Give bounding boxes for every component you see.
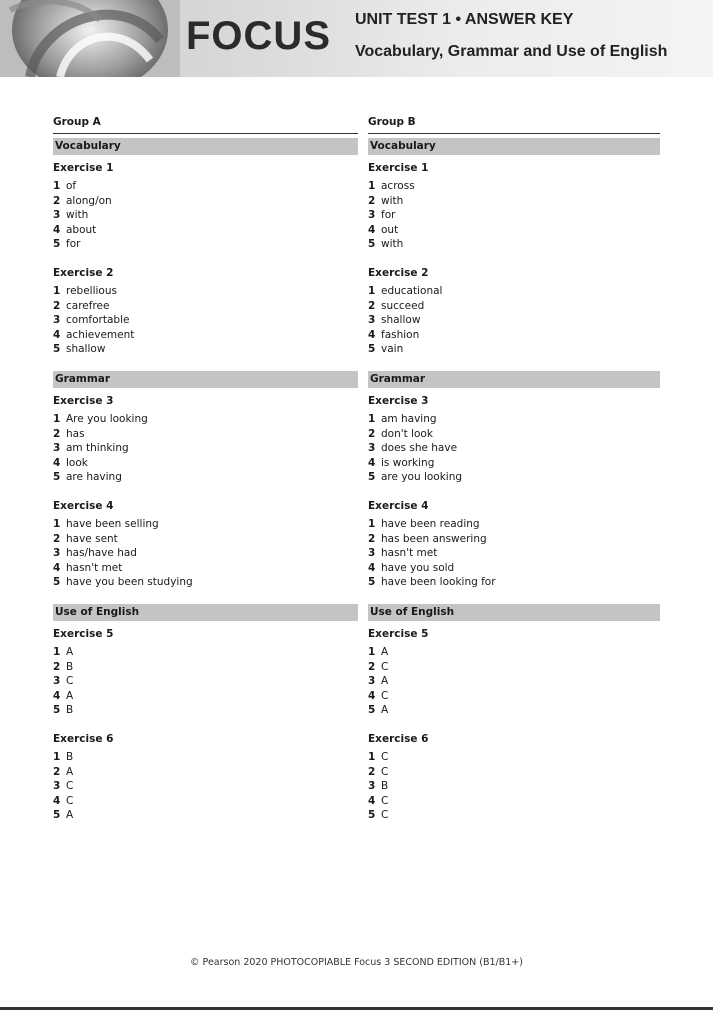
answer-text: have you been studying	[66, 576, 193, 588]
answer-text: A	[381, 646, 389, 658]
answer-item	[368, 808, 660, 823]
answer-text: B	[66, 751, 74, 763]
answer-item	[53, 689, 358, 704]
answer-number: 2	[368, 532, 376, 545]
answer-number: 5	[53, 704, 61, 716]
answer-text: have been selling	[66, 518, 159, 530]
answer-number: 4	[368, 561, 376, 574]
answer-number: 2	[368, 765, 376, 778]
section-header: Grammar	[53, 371, 358, 388]
answer-item	[53, 441, 358, 456]
answer-item	[53, 765, 358, 780]
answer-number: 1	[53, 751, 61, 763]
answer-item	[368, 179, 660, 194]
answer-item	[368, 456, 660, 471]
answer-number: 5	[53, 343, 61, 355]
answer-text: has/have had	[66, 547, 137, 559]
answer-item	[368, 660, 660, 675]
exercise-title: Exercise 6	[368, 732, 429, 745]
answer-item	[368, 750, 660, 765]
answer-text: vain	[381, 343, 404, 355]
answer-number: 2	[53, 427, 61, 440]
answer-item	[53, 456, 358, 471]
answer-item	[53, 328, 358, 343]
answer-number: 2	[53, 660, 61, 673]
answer-item	[53, 703, 358, 718]
section-header: Vocabulary	[368, 138, 660, 155]
answer-item	[53, 342, 358, 357]
answer-item	[368, 575, 660, 590]
answer-text: rebellious	[66, 285, 117, 297]
section-header: Use of English	[53, 604, 358, 621]
answer-section	[368, 138, 660, 357]
exercise-title: Exercise 1	[368, 161, 429, 174]
answer-item	[53, 194, 358, 209]
answer-text: A	[66, 765, 74, 778]
answer-text: out	[381, 223, 399, 236]
answer-text: along/on	[66, 194, 112, 207]
answer-text: B	[66, 660, 74, 673]
answer-text: have sent	[66, 532, 118, 545]
exercise-title: Exercise 6	[53, 732, 114, 745]
answer-item	[53, 470, 358, 485]
exercise-block	[368, 499, 660, 590]
answer-text: educational	[381, 285, 443, 297]
answer-text: hasn't met	[381, 547, 438, 559]
exercise-title: Exercise 4	[53, 499, 114, 512]
answer-item	[368, 299, 660, 314]
answer-text: has been answering	[381, 532, 487, 545]
answer-text: for	[381, 209, 396, 221]
answer-item	[53, 517, 358, 532]
exercise-title: Exercise 5	[53, 627, 114, 640]
exercise-title: Exercise 1	[53, 161, 114, 174]
answer-text: are you looking	[381, 471, 463, 483]
answer-text: have been looking for	[381, 576, 496, 588]
answer-number: 5	[368, 704, 376, 716]
answer-number: 4	[368, 223, 376, 236]
answer-item	[53, 208, 358, 223]
answer-number: 3	[368, 442, 376, 454]
answer-number: 2	[53, 532, 61, 545]
answer-item	[53, 794, 358, 809]
answer-text: succeed	[381, 299, 425, 312]
exercise-block	[368, 266, 660, 357]
answer-text: look	[66, 456, 88, 469]
group-title: Group A	[53, 115, 358, 134]
answer-number: 3	[368, 314, 376, 326]
answer-item	[368, 441, 660, 456]
answer-item	[53, 575, 358, 590]
answer-number: 2	[53, 194, 61, 207]
answer-text: have you sold	[381, 561, 455, 574]
answer-item	[53, 179, 358, 194]
answer-item	[368, 284, 660, 299]
exercise-title: Exercise 3	[53, 394, 114, 407]
exercise-block	[53, 266, 358, 357]
exercise-block	[53, 499, 358, 590]
answer-number: 4	[53, 328, 61, 341]
answer-section	[368, 604, 660, 823]
answer-text: about	[66, 223, 97, 236]
answer-number: 1	[53, 285, 61, 297]
answer-item	[53, 532, 358, 547]
answer-item	[368, 561, 660, 576]
exercise-block	[368, 394, 660, 485]
exercise-block	[368, 627, 660, 718]
section-header: Vocabulary	[53, 138, 358, 155]
answer-number: 1	[53, 518, 61, 530]
group-title: Group B	[368, 115, 660, 134]
answer-number: 4	[368, 328, 376, 341]
answer-text: C	[381, 751, 389, 763]
answer-number: 3	[53, 442, 61, 454]
answer-number: 5	[368, 343, 376, 355]
exercise-block	[53, 627, 358, 718]
answer-item	[53, 660, 358, 675]
answer-number: 4	[53, 456, 61, 469]
answer-item	[53, 674, 358, 689]
brand-logo-text: FOCUS	[186, 14, 331, 58]
answer-item	[368, 674, 660, 689]
answer-item	[368, 470, 660, 485]
answer-text: C	[381, 794, 389, 807]
answer-item	[368, 703, 660, 718]
answer-number: 3	[53, 780, 61, 792]
answer-number: 5	[53, 471, 61, 483]
answer-text: with	[381, 238, 404, 250]
answer-text: shallow	[66, 343, 106, 355]
answer-item	[368, 765, 660, 780]
answer-text: are having	[66, 471, 122, 483]
answer-text: C	[381, 809, 389, 821]
exercise-title: Exercise 5	[368, 627, 429, 640]
answer-item	[53, 299, 358, 314]
answer-text: C	[381, 765, 389, 778]
answer-text: hasn't met	[66, 561, 123, 574]
answer-item	[368, 237, 660, 252]
answer-number: 1	[53, 180, 61, 192]
answer-item	[53, 808, 358, 823]
answer-text: don't look	[381, 427, 433, 440]
page-footer: © Pearson 2020 PHOTOCOPIABLE Focus 3 SECOND EDITION (B1/B1+)	[190, 957, 523, 968]
answer-number: 5	[368, 809, 376, 821]
answer-number: 3	[53, 314, 61, 326]
test-title: UNIT TEST 1 • ANSWER KEY	[355, 11, 574, 28]
answer-item	[368, 194, 660, 209]
answer-item	[368, 313, 660, 328]
answer-text: am having	[381, 413, 437, 425]
answer-item	[368, 517, 660, 532]
answer-text: fashion	[381, 328, 420, 341]
answer-section	[53, 138, 358, 357]
answer-text: am thinking	[66, 442, 129, 454]
answer-number: 2	[368, 427, 376, 440]
answer-text: C	[381, 689, 389, 702]
answer-number: 5	[53, 809, 61, 821]
answer-item	[53, 412, 358, 427]
exercise-block	[53, 732, 358, 823]
answer-text: B	[381, 780, 389, 792]
answer-item	[53, 237, 358, 252]
answer-item	[368, 342, 660, 357]
exercise-block	[368, 161, 660, 252]
answer-number: 1	[368, 180, 376, 192]
answer-text: C	[66, 675, 74, 687]
answer-number: 5	[53, 576, 61, 588]
answer-text: comfortable	[66, 314, 130, 326]
answer-text: achievement	[66, 328, 135, 341]
answer-number: 4	[53, 689, 61, 702]
answer-text: with	[381, 194, 404, 207]
answer-item	[368, 223, 660, 238]
answer-number: 3	[368, 780, 376, 792]
answer-number: 4	[368, 794, 376, 807]
answer-section	[368, 371, 660, 590]
group-b-column	[368, 115, 660, 837]
section-header: Grammar	[368, 371, 660, 388]
answer-item	[368, 328, 660, 343]
answer-text: have been reading	[381, 518, 480, 530]
answer-item	[368, 412, 660, 427]
answer-text: carefree	[66, 299, 110, 312]
answer-number: 5	[368, 471, 376, 483]
answer-item	[53, 546, 358, 561]
answer-text: A	[66, 809, 74, 821]
focus-logo-swirl-icon	[0, 0, 180, 77]
answer-item	[53, 645, 358, 660]
answer-number: 1	[53, 413, 61, 425]
answer-text: C	[66, 794, 74, 807]
answer-number: 4	[53, 223, 61, 236]
exercise-title: Exercise 2	[368, 266, 429, 279]
exercise-title: Exercise 4	[368, 499, 429, 512]
answer-item	[368, 546, 660, 561]
answer-item	[53, 284, 358, 299]
answer-item	[53, 561, 358, 576]
answer-item	[368, 645, 660, 660]
answer-text: A	[66, 646, 74, 658]
answer-item	[53, 750, 358, 765]
answer-text: A	[66, 689, 74, 702]
answer-item	[368, 532, 660, 547]
answer-number: 3	[53, 547, 61, 559]
page-header	[0, 0, 713, 77]
answer-section	[53, 604, 358, 823]
answer-number: 5	[368, 238, 376, 250]
answer-number: 1	[368, 518, 376, 530]
answer-number: 5	[53, 238, 61, 250]
exercise-title: Exercise 3	[368, 394, 429, 407]
section-header: Use of English	[368, 604, 660, 621]
answer-text: with	[66, 209, 89, 221]
answer-number: 2	[368, 194, 376, 207]
answer-number: 3	[53, 675, 61, 687]
answer-text: across	[381, 180, 415, 192]
answer-number: 2	[368, 299, 376, 312]
answer-text: A	[381, 704, 389, 716]
answer-item	[368, 208, 660, 223]
group-a-column	[53, 115, 358, 837]
answer-item	[53, 427, 358, 442]
answer-text: does she have	[381, 442, 458, 454]
answer-text: B	[66, 704, 74, 716]
exercise-title: Exercise 2	[53, 266, 114, 279]
answer-item	[368, 794, 660, 809]
answer-item	[53, 223, 358, 238]
exercise-block	[53, 161, 358, 252]
answer-number: 2	[368, 660, 376, 673]
answer-number: 1	[368, 413, 376, 425]
answer-number: 5	[368, 576, 376, 588]
answer-number: 4	[53, 794, 61, 807]
answer-text: C	[66, 780, 74, 792]
answer-section	[53, 371, 358, 590]
answer-number: 1	[368, 285, 376, 297]
answer-item	[53, 313, 358, 328]
answer-number: 3	[368, 547, 376, 559]
answer-text: has	[66, 427, 85, 440]
answer-item	[53, 779, 358, 794]
answer-number: 1	[368, 751, 376, 763]
answer-number: 4	[53, 561, 61, 574]
answer-item	[368, 779, 660, 794]
exercise-block	[53, 394, 358, 485]
answer-text: is working	[381, 456, 435, 469]
answer-number: 3	[368, 675, 376, 687]
answer-number: 3	[53, 209, 61, 221]
answer-number: 2	[53, 765, 61, 778]
answer-number: 4	[368, 456, 376, 469]
answer-text: A	[381, 675, 389, 687]
test-subtitle: Vocabulary, Grammar and Use of English	[355, 43, 668, 60]
answer-text: Are you looking	[66, 413, 148, 425]
answer-number: 4	[368, 689, 376, 702]
answer-text: for	[66, 238, 81, 250]
exercise-block	[368, 732, 660, 823]
answer-text: C	[381, 660, 389, 673]
answer-text: shallow	[381, 314, 421, 326]
answer-text: of	[66, 180, 77, 192]
answer-number: 3	[368, 209, 376, 221]
answer-number: 1	[368, 646, 376, 658]
answer-item	[368, 689, 660, 704]
answer-number: 2	[53, 299, 61, 312]
answer-item	[368, 427, 660, 442]
answer-number: 1	[53, 646, 61, 658]
